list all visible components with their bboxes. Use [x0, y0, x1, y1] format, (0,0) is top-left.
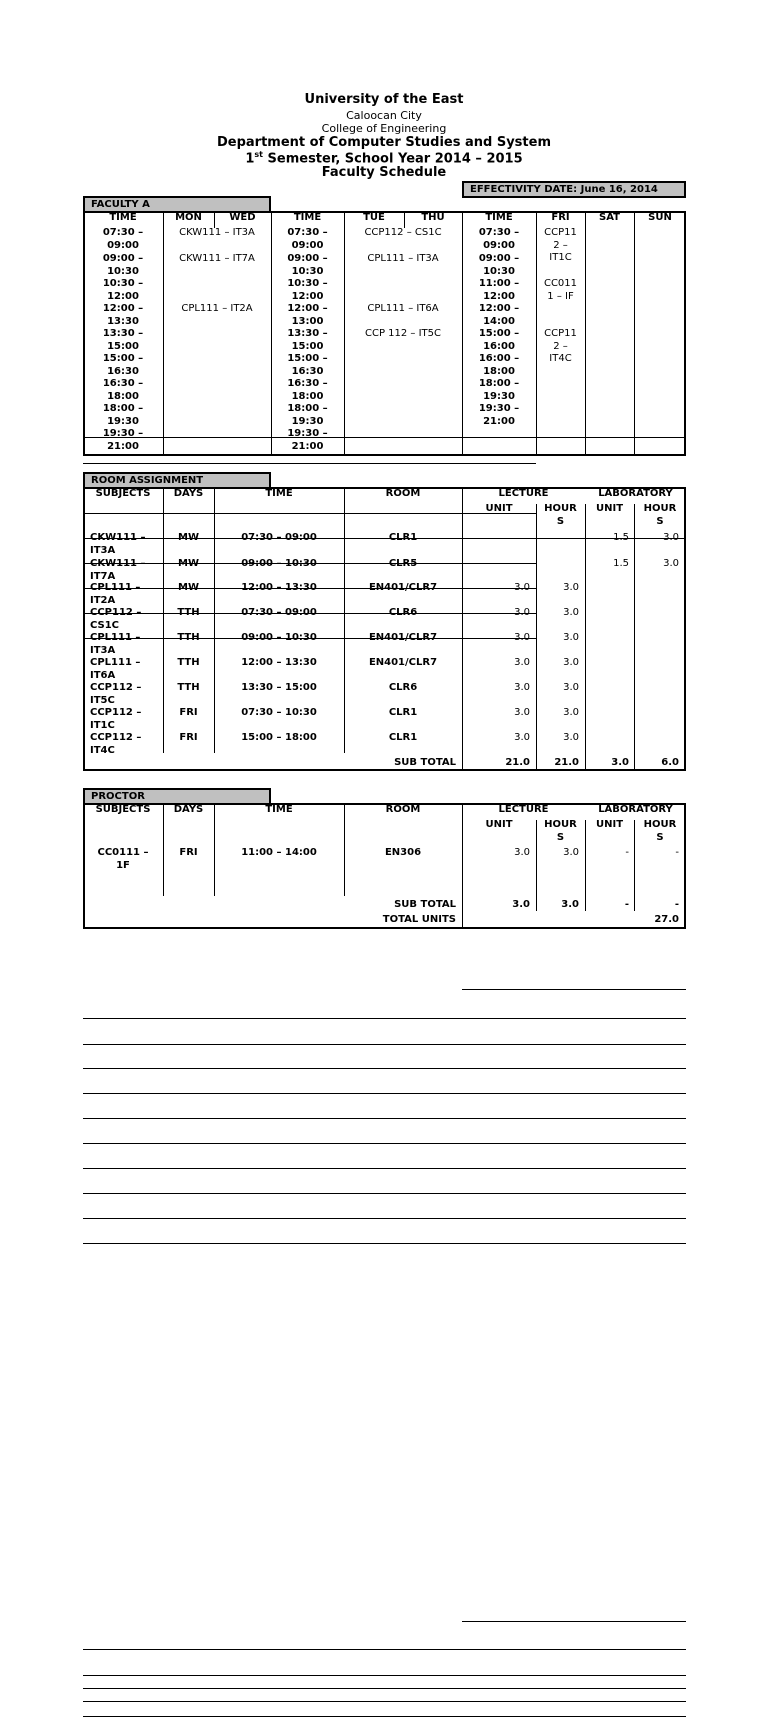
days-cell: TTH — [177, 657, 200, 668]
lecture-hours: 3.0 — [563, 732, 579, 743]
time-slot: 16:30 – 18:00 — [102, 378, 144, 402]
col-header: HOUR S — [544, 819, 577, 843]
days-cell: MW — [178, 558, 199, 569]
lecture-unit: 3.0 — [514, 657, 530, 668]
lecture-unit: 3.0 — [514, 707, 530, 718]
days-cell: FRI — [179, 732, 198, 743]
class-entry: CC011 1 – IF — [543, 278, 578, 302]
time-cell: 07:30 – 09:00 — [241, 607, 317, 618]
lecture-unit: 3.0 — [514, 847, 530, 858]
proctor-label: PROCTOR — [83, 788, 271, 805]
schedule-header: SAT — [599, 212, 620, 223]
time-cell: 11:00 – 14:00 — [241, 847, 317, 858]
room-cell: CLR6 — [388, 682, 418, 693]
subject-cell: CCP112 – IT1C — [90, 707, 142, 731]
room-cell: CLR1 — [388, 532, 418, 543]
subtotal-value: 21.0 — [554, 757, 579, 768]
class-entry: CPL111 – IT2A — [181, 303, 253, 314]
subtotal-value: 3.0 — [611, 757, 629, 768]
schedule-header: SUN — [648, 212, 672, 223]
grid-line — [462, 489, 463, 769]
days-cell: FRI — [179, 707, 198, 718]
grid-line — [83, 1044, 686, 1045]
class-entry: CPL111 – IT6A — [367, 303, 439, 314]
col-header: HOUR S — [544, 503, 577, 527]
schedule-header: WED — [229, 212, 256, 223]
lecture-unit: 3.0 — [514, 632, 530, 643]
grid-line — [83, 1701, 686, 1702]
lecture-hours: 3.0 — [563, 707, 579, 718]
grid-line — [83, 1675, 686, 1676]
lab-hours: - — [675, 847, 679, 858]
days-cell: TTH — [177, 632, 200, 643]
time-slot: 09:00 – 10:30 — [102, 253, 144, 277]
class-entry: CCP11 2 – IT4C — [544, 328, 577, 364]
schedule-header: MON — [175, 212, 202, 223]
lecture-hours: 3.0 — [563, 682, 579, 693]
schedule-header: TUE — [363, 212, 385, 223]
time-cell: 07:30 – 09:00 — [241, 532, 317, 543]
time-slot: 11:00 – 12:00 — [478, 278, 520, 302]
grid-line — [83, 1193, 686, 1194]
class-entry: CCP11 2 – IT1C — [544, 227, 577, 263]
time-slot: 15:00 – 16:30 — [287, 353, 328, 377]
grid-line — [83, 437, 686, 438]
room-cell: CLR1 — [388, 732, 418, 743]
room-cell: CLR5 — [388, 558, 418, 569]
days-cell: TTH — [177, 607, 200, 618]
col-header: TIME — [265, 488, 293, 499]
class-entry: CKW111 – IT3A — [179, 227, 255, 238]
college: College of Engineering — [321, 122, 447, 135]
days-cell: FRI — [179, 847, 198, 858]
subtotal-label: SUB TOTAL — [394, 757, 456, 768]
grid-line — [83, 1243, 686, 1244]
subtotal-value: 21.0 — [505, 757, 530, 768]
grid-line — [83, 1018, 686, 1019]
subtotal-value: - — [674, 899, 679, 910]
room-cell: EN401/CLR7 — [368, 657, 438, 668]
time-cell: 09:00 – 10:30 — [241, 632, 317, 643]
subject-cell: CPL111 – IT2A — [90, 582, 141, 606]
grid-line — [83, 1688, 686, 1689]
semester-line — [0, 150, 768, 166]
time-cell: 13:30 – 15:00 — [241, 682, 317, 693]
lecture-hours: 3.0 — [563, 582, 579, 593]
subtotal-value: 3.0 — [561, 899, 579, 910]
days-cell: MW — [178, 532, 199, 543]
schedule-header: TIME — [109, 212, 137, 223]
time-slot: 18:00 – 19:30 — [287, 403, 328, 427]
schedule-header: FRI — [551, 212, 570, 223]
schedule-header: TIME — [293, 212, 322, 223]
time-slot: 19:30 – 21:00 — [102, 428, 144, 452]
grid-line — [83, 1649, 686, 1650]
grid-line — [585, 213, 586, 454]
grid-line — [634, 213, 635, 454]
subtotal-label: SUB TOTAL — [394, 899, 456, 910]
time-cell: 12:00 – 13:30 — [241, 582, 317, 593]
room-assignment-table — [83, 487, 686, 771]
grid-line — [83, 463, 536, 464]
department: Department of Computer Studies and System — [216, 135, 551, 150]
semester-text: Semester, School Year 2014 – 2015 — [263, 151, 523, 167]
semester-suffix: st — [254, 150, 263, 159]
room-assignment-label: ROOM ASSIGNMENT — [83, 472, 271, 489]
subject-cell: CCP112 – IT5C — [90, 682, 142, 706]
col-header: LECTURE — [498, 804, 549, 815]
time-slot: 12:00 – 13:00 — [287, 303, 328, 327]
col-header: LECTURE — [498, 488, 549, 499]
time-slot: 15:00 – 16:30 — [102, 353, 144, 377]
time-slot: 10:30 – 12:00 — [287, 278, 328, 302]
grid-line — [83, 1143, 686, 1144]
effectivity-date: EFFECTIVITY DATE: June 16, 2014 — [462, 181, 686, 198]
time-slot: 07:30 – 09:00 — [102, 227, 144, 251]
subject-cell: CCP112 – CS1C — [90, 607, 142, 631]
grid-line — [83, 1168, 686, 1169]
time-slot: 07:30 – 09:00 — [478, 227, 520, 251]
col-header: TIME — [265, 804, 293, 815]
col-header: HOUR S — [643, 819, 677, 843]
room-cell: EN401/CLR7 — [368, 632, 438, 643]
lab-unit: - — [625, 847, 629, 858]
grid-line — [83, 1118, 686, 1119]
class-entry: CCP112 – CS1C — [364, 227, 442, 238]
class-entry: CPL111 – IT3A — [367, 253, 439, 264]
grid-line — [83, 1218, 686, 1219]
lecture-unit: 3.0 — [514, 732, 530, 743]
semester-number: 1 — [245, 151, 255, 167]
time-cell: 07:30 – 10:30 — [241, 707, 317, 718]
schedule-header: THU — [421, 212, 445, 223]
time-slot: 09:00 – 10:30 — [287, 253, 328, 277]
room-cell: EN306 — [384, 847, 422, 858]
city: Caloocan City — [346, 109, 422, 122]
time-slot: 09:00 – 10:30 — [478, 253, 520, 277]
time-slot: 13:30 – 15:00 — [287, 328, 328, 352]
grid-line — [462, 1621, 686, 1622]
time-slot: 18:00 – 19:30 — [478, 378, 520, 402]
lecture-hours: 3.0 — [563, 607, 579, 618]
col-header: UNIT — [485, 503, 513, 514]
subject-cell: CC0111 – 1F — [97, 847, 149, 871]
col-header: DAYS — [173, 804, 204, 815]
university-name: University of the East — [304, 92, 464, 107]
subtotal-value: - — [624, 899, 629, 910]
col-header: ROOM — [385, 804, 421, 815]
col-header: SUBJECTS — [95, 804, 151, 815]
time-slot: 19:30 – 21:00 — [478, 403, 520, 427]
time-slot: 12:00 – 13:30 — [102, 303, 144, 327]
subject-cell: CKW111 – IT7A — [90, 558, 146, 582]
col-header: UNIT — [485, 819, 513, 830]
room-cell: EN401/CLR7 — [368, 582, 438, 593]
lecture-hours: 3.0 — [563, 632, 579, 643]
subtotal-value: 3.0 — [512, 899, 530, 910]
col-header: LABORATORY — [598, 804, 673, 815]
subtotal-value: 6.0 — [661, 757, 679, 768]
schedule-header: TIME — [485, 212, 513, 223]
subject-cell: CPL111 – IT3A — [90, 632, 141, 656]
faculty-label: FACULTY A — [83, 196, 271, 213]
time-cell: 12:00 – 13:30 — [241, 657, 317, 668]
class-entry: CCP 112 – IT5C — [364, 328, 442, 339]
grid-line — [163, 213, 164, 454]
lab-unit: 1.5 — [613, 532, 629, 543]
time-slot: 16:30 – 18:00 — [287, 378, 328, 402]
room-cell: CLR6 — [388, 607, 418, 618]
col-header: ROOM — [385, 488, 421, 499]
time-slot: 13:30 – 15:00 — [102, 328, 144, 352]
subject-cell: CPL111 – IT6A — [90, 657, 141, 681]
subject-cell: CKW111 – IT3A — [90, 532, 146, 556]
time-slot: 10:30 – 12:00 — [102, 278, 144, 302]
room-cell: CLR1 — [388, 707, 418, 718]
time-slot: 16:00 – 18:00 — [478, 353, 520, 377]
lecture-hours: 3.0 — [563, 657, 579, 668]
col-header: UNIT — [595, 503, 624, 514]
total-units-label: TOTAL UNITS — [382, 914, 456, 925]
col-header: HOUR S — [643, 503, 677, 527]
subject-cell: CCP112 – IT4C — [90, 732, 142, 756]
time-slot: 19:30 – 21:00 — [287, 428, 328, 452]
col-header: SUBJECTS — [95, 488, 151, 499]
class-entry: CKW111 – IT7A — [179, 253, 255, 264]
grid-line — [462, 989, 686, 990]
page-title: Faculty Schedule — [321, 165, 447, 180]
grid-line — [83, 1093, 686, 1094]
time-cell: 09:00 – 10:30 — [241, 558, 317, 569]
time-slot: 18:00 – 19:30 — [102, 403, 144, 427]
days-cell: MW — [178, 582, 199, 593]
time-slot: 12:00 – 14:00 — [478, 303, 520, 327]
lab-hours: 3.0 — [663, 558, 679, 569]
grid-line — [585, 820, 586, 911]
grid-line — [83, 1068, 686, 1069]
col-header: LABORATORY — [598, 488, 673, 499]
days-cell: TTH — [177, 682, 200, 693]
col-header: UNIT — [595, 819, 624, 830]
total-units-value: 27.0 — [654, 914, 679, 925]
lab-hours: 3.0 — [663, 532, 679, 543]
lecture-unit: 3.0 — [514, 682, 530, 693]
lecture-hours: 3.0 — [563, 847, 579, 858]
lecture-unit: 3.0 — [514, 582, 530, 593]
lab-unit: 1.5 — [613, 558, 629, 569]
col-header: DAYS — [173, 488, 204, 499]
lecture-unit: 3.0 — [514, 607, 530, 618]
time-slot: 15:00 – 16:00 — [478, 328, 520, 352]
time-slot: 07:30 – 09:00 — [287, 227, 328, 251]
time-cell: 15:00 – 18:00 — [241, 732, 317, 743]
